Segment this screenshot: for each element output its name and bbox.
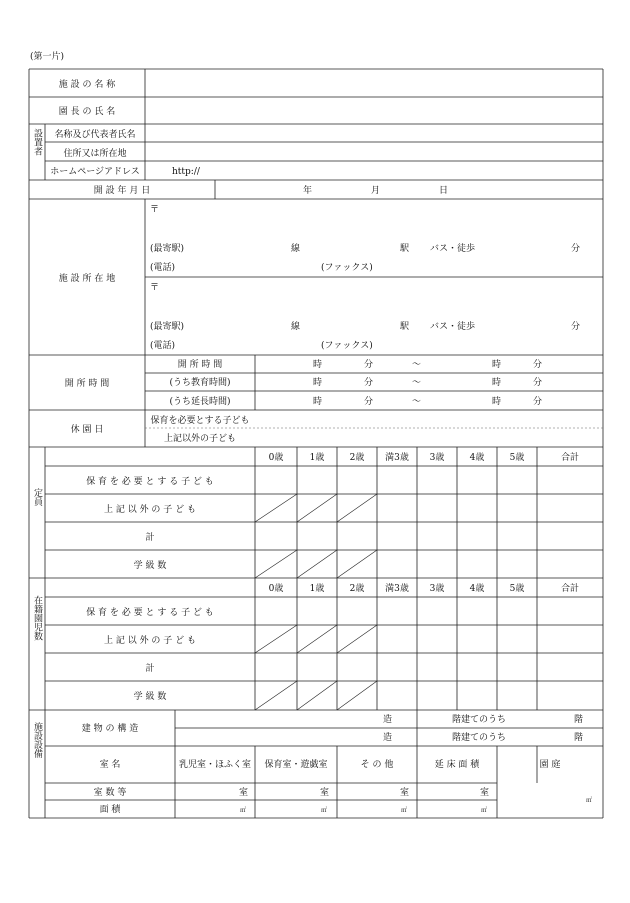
holidays-row-childcare: 保育を必要とする子ども — [150, 416, 250, 426]
phone-label: (電話) — [150, 341, 176, 351]
station-label: (最寄駅) — [150, 244, 185, 254]
location-label: 施 設 所 在 地 — [58, 274, 116, 284]
structure-kai: 階 — [574, 715, 584, 725]
fax-label: (ファックス) — [321, 341, 373, 351]
fax-label: (ファックス) — [321, 263, 373, 273]
station-unit: 駅 — [400, 322, 410, 332]
hours-label: 開 所 時 間 — [64, 379, 110, 389]
age-header-6: 5歳 — [509, 584, 525, 594]
facility-name-label: 施 設 の 名 称 — [58, 80, 116, 90]
area-unit: ㎡ — [240, 807, 247, 814]
enrolled-row-classes: 学 級 数 — [133, 692, 167, 702]
bus-walk-label: バス・徒歩 — [430, 322, 476, 332]
structure-label: 建 物 の 構 造 — [81, 724, 139, 734]
age-header-4: 3歳 — [429, 453, 445, 463]
structure-floors: 階建てのうち — [452, 733, 507, 743]
hours-end-minute: 分 — [533, 397, 543, 407]
capacity-row-childcare: 保 育 を 必 要 と す る 子 ど も — [86, 477, 214, 487]
age-header-2: 2歳 — [349, 584, 365, 594]
holidays-row-other: 上記以外の子ども — [163, 434, 237, 444]
line-unit: 線 — [291, 244, 301, 254]
room-count-label: 室 数 等 — [93, 788, 127, 798]
capacity-row-other: 上 記 以 外 の 子 ど も — [103, 505, 197, 515]
establisher-address-input[interactable] — [146, 143, 602, 160]
establisher-label: 設置者 — [32, 128, 42, 156]
hours-end-minute: 分 — [533, 378, 543, 388]
room-type-yard: 園 庭 — [539, 760, 561, 770]
establisher-name-input[interactable] — [146, 125, 602, 141]
room-type-nursery: 保育室・遊戯室 — [264, 760, 328, 770]
age-header-0: 0歳 — [268, 584, 284, 594]
facility-name-input[interactable] — [146, 70, 602, 96]
establisher-name-label: 名称及び代表者氏名 — [54, 130, 136, 140]
station-label: (最寄駅) — [150, 322, 185, 332]
area-unit: ㎡ — [586, 797, 593, 804]
age-header-2: 2歳 — [349, 453, 365, 463]
hours-row-label: 開 所 時 間 — [177, 360, 223, 370]
holidays-label: 休 園 日 — [70, 425, 104, 435]
hours-start-hour: 時 — [313, 360, 323, 370]
homepage-label: ホームページアドレス — [50, 167, 140, 177]
hours-start-hour: 時 — [313, 378, 323, 388]
enrolled-row-other: 上 記 以 外 の 子 ど も — [103, 636, 197, 646]
room-type-floor-area: 延 床 面 積 — [434, 760, 480, 770]
bus-walk-label: バス・徒歩 — [430, 244, 476, 254]
area-unit: ㎡ — [481, 807, 488, 814]
hours-tilde: ～ — [412, 397, 422, 407]
room-type-other: そ の 他 — [360, 760, 394, 770]
room-name-label: 室 名 — [99, 760, 121, 770]
facilities-label: 施設設備 — [32, 722, 42, 758]
director-label: 園 長 の 氏 名 — [58, 107, 116, 117]
room-unit: 室 — [480, 788, 490, 798]
structure-kai: 階 — [574, 733, 584, 743]
structure-floors: 階建てのうち — [452, 715, 507, 725]
opening-day-unit: 日 — [439, 186, 449, 196]
hours-end-hour: 時 — [492, 360, 502, 370]
minutes-unit: 分 — [571, 244, 581, 254]
homepage-value[interactable]: http:// — [172, 167, 200, 177]
capacity-row-classes: 学 級 数 — [133, 561, 167, 571]
opening-year-unit: 年 — [303, 186, 313, 196]
opening-month-unit: 月 — [371, 186, 381, 196]
age-header-total: 合計 — [560, 453, 580, 463]
director-name-input[interactable] — [146, 98, 602, 123]
hours-tilde: ～ — [412, 360, 422, 370]
area-unit: ㎡ — [401, 807, 408, 814]
hours-end-hour: 時 — [492, 397, 502, 407]
age-header-total: 合計 — [560, 584, 580, 594]
age-header-1: 1歳 — [309, 584, 325, 594]
line-unit: 線 — [291, 322, 301, 332]
hours-row-label: (うち教育時間) — [169, 378, 231, 388]
enrolled-label: 在籍園児数 — [32, 595, 42, 641]
structure-zou: 造 — [383, 715, 393, 725]
hours-start-minute: 分 — [364, 378, 374, 388]
age-header-4: 3歳 — [429, 584, 445, 594]
opening-date-label: 開 設 年 月 日 — [93, 186, 151, 196]
room-unit: 室 — [239, 788, 249, 798]
postal-mark: 〒 — [150, 283, 160, 293]
age-header-1: 1歳 — [309, 453, 325, 463]
age-header-0: 0歳 — [268, 453, 284, 463]
hours-start-minute: 分 — [364, 397, 374, 407]
hours-end-minute: 分 — [533, 360, 543, 370]
room-unit: 室 — [400, 788, 410, 798]
age-header-6: 5歳 — [509, 453, 525, 463]
age-header-5: 4歳 — [469, 453, 485, 463]
enrolled-row-total: 計 — [145, 664, 155, 674]
room-type-infant: 乳児室・ほふく室 — [178, 760, 252, 770]
enrolled-row-childcare: 保 育 を 必 要 と す る 子 ど も — [86, 608, 214, 618]
room-unit: 室 — [320, 788, 330, 798]
age-header-5: 4歳 — [469, 584, 485, 594]
structure-zou: 造 — [383, 733, 393, 743]
hours-tilde: ～ — [412, 378, 422, 388]
establisher-address-label: 住所又は所在地 — [63, 149, 127, 159]
postal-mark: 〒 — [150, 205, 160, 215]
hours-start-minute: 分 — [364, 360, 374, 370]
hours-end-hour: 時 — [492, 378, 502, 388]
hours-start-hour: 時 — [313, 397, 323, 407]
age-header-3: 満3歳 — [385, 584, 409, 594]
outer-border — [29, 69, 603, 818]
age-header-3: 満3歳 — [385, 453, 409, 463]
area-label: 面 積 — [99, 805, 121, 815]
phone-label: (電話) — [150, 263, 176, 273]
station-unit: 駅 — [400, 244, 410, 254]
capacity-label: 定員 — [32, 488, 42, 506]
hours-row-label: (うち延長時間) — [169, 397, 231, 407]
doc-title: (第一片) — [30, 52, 65, 62]
holidays-grid — [29, 410, 603, 447]
area-unit: ㎡ — [321, 807, 328, 814]
minutes-unit: 分 — [571, 322, 581, 332]
capacity-row-total: 計 — [145, 533, 155, 543]
